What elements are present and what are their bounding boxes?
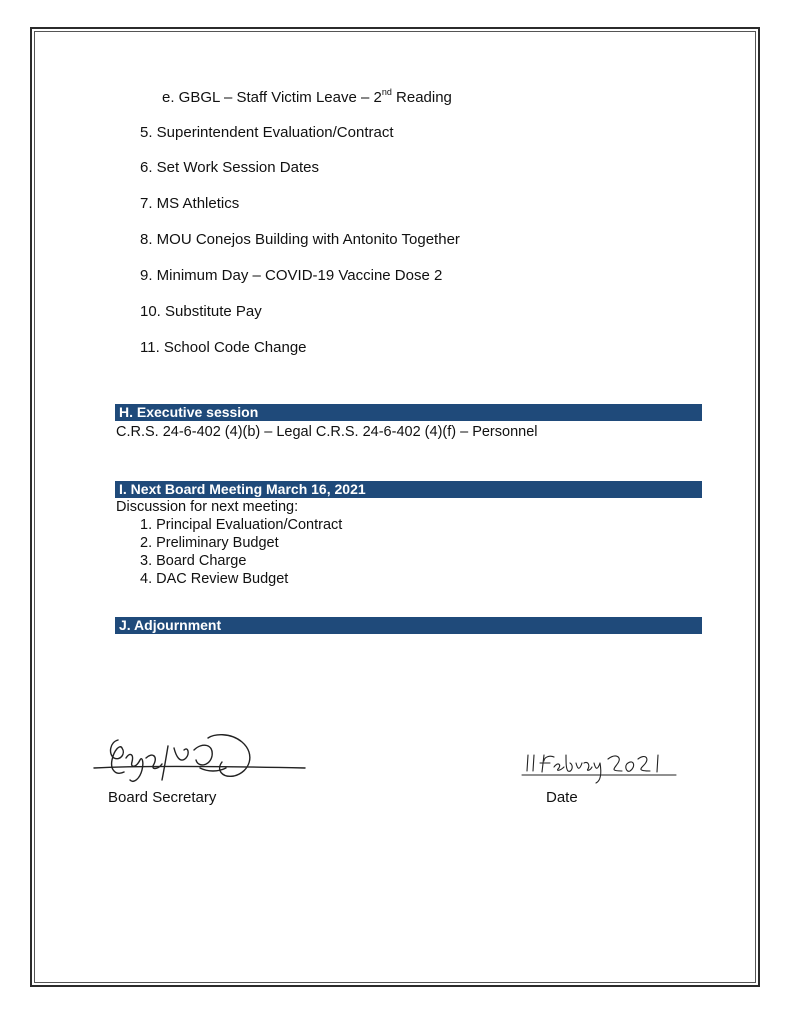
- agenda-item-e: e. GBGL – Staff Victim Leave – 2nd Reading: [162, 87, 452, 106]
- agenda-item-10: 10. Substitute Pay: [140, 303, 262, 320]
- agenda-item-8: 8. MOU Conejos Building with Antonito Together: [140, 231, 460, 248]
- next-meeting-item-2: 2. Preliminary Budget: [140, 535, 279, 551]
- agenda-item-11: 11. School Code Change: [140, 339, 307, 356]
- agenda-item-9: 9. Minimum Day – COVID-19 Vaccine Dose 2: [140, 267, 443, 284]
- section-i-intro: Discussion for next meeting:: [116, 499, 299, 515]
- section-j-header: J. Adjournment: [115, 617, 702, 634]
- date-label: Date: [546, 789, 578, 806]
- board-secretary-label: Board Secretary: [108, 789, 217, 806]
- next-meeting-item-3: 3. Board Charge: [140, 553, 247, 569]
- next-meeting-item-4: 4. DAC Review Budget: [140, 571, 289, 587]
- handwritten-date: [520, 745, 680, 785]
- next-meeting-item-1: 1. Principal Evaluation/Contract: [140, 517, 343, 533]
- section-i-header: I. Next Board Meeting March 16, 2021: [115, 481, 702, 498]
- agenda-item-7: 7. MS Athletics: [140, 195, 240, 212]
- agenda-item-6: 6. Set Work Session Dates: [140, 159, 319, 176]
- section-h-header: H. Executive session: [115, 404, 702, 421]
- section-h-body: C.R.S. 24-6-402 (4)(b) – Legal C.R.S. 24-6-402 (4)(f) – Personnel: [116, 424, 538, 440]
- handwritten-signature: [90, 728, 310, 798]
- agenda-item-5: 5. Superintendent Evaluation/Contract: [140, 124, 394, 141]
